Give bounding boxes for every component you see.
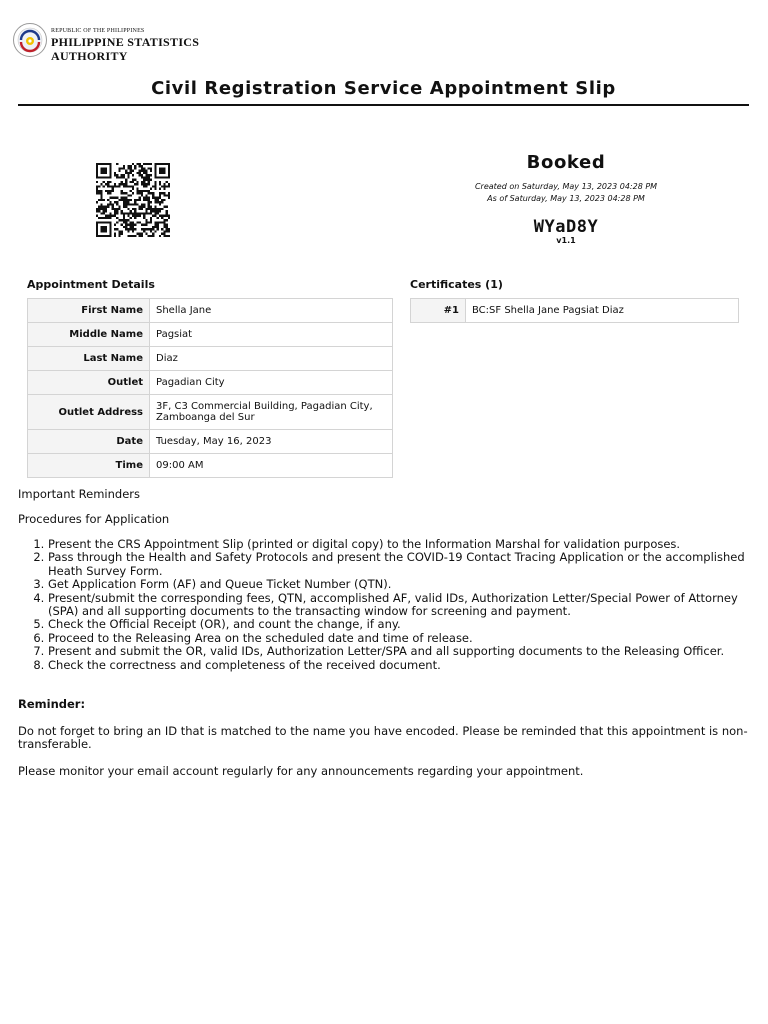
table-row xyxy=(28,347,393,371)
procedures-list xyxy=(18,538,758,672)
table-row xyxy=(28,454,393,478)
list-item: 3. Get Application Form (AF) and Queue Ticket Number (QTN). xyxy=(48,578,758,591)
table-row xyxy=(411,299,739,323)
list-item: 1. Present the CRS Appointment Slip (printed or digital copy) to the Information Marshal for validation purposes. xyxy=(48,538,758,551)
row-label: Outlet Address xyxy=(28,395,150,430)
certificates-heading: Certificates (1) xyxy=(410,278,503,291)
table-row xyxy=(28,371,393,395)
logo-agency-text: PHILIPPINE STATISTICS AUTHORITY xyxy=(51,35,200,63)
title-divider xyxy=(18,104,749,106)
certificate-value: BC:SF Shella Jane Pagsiat Diaz xyxy=(466,299,739,323)
list-item: 6. Proceed to the Releasing Area on the scheduled date and time of release. xyxy=(48,632,758,645)
table-row xyxy=(28,430,393,454)
agency-name xyxy=(51,27,222,63)
row-label: Middle Name xyxy=(28,323,150,347)
row-value: Pagadian City xyxy=(150,371,393,395)
row-label: Time xyxy=(28,454,150,478)
table-row xyxy=(28,323,393,347)
row-label: Last Name xyxy=(28,347,150,371)
booking-status-block xyxy=(430,152,702,245)
psa-seal-icon xyxy=(12,18,48,62)
reference-code: WYaD8Y xyxy=(533,217,599,237)
procedures-heading: Procedures for Application xyxy=(18,512,170,526)
as-of-timestamp: As of Saturday, May 13, 2023 04:28 PM xyxy=(487,194,645,203)
list-item: 4. Present/submit the corresponding fees, QTN, accomplished AF, valid IDs, Authorization Letter/Special Power of Attorney (SPA) and all supporting documents to the transacting window for screening and payment. xyxy=(48,592,758,619)
list-item: 5. Check the Official Receipt (OR), and count the change, if any. xyxy=(48,618,758,631)
reminder-text: Do not forget to bring an ID that is matched to the name you have encoded. Please be reminded that this appointment is non-transferable. xyxy=(18,724,748,752)
list-item: 7. Present and submit the OR, valid IDs, Authorization Letter/SPA and all supporting documents to the Releasing Officer. xyxy=(48,645,758,658)
reminder-heading: Reminder: xyxy=(18,697,86,711)
appointment-details-heading: Appointment Details xyxy=(27,278,155,291)
table-row xyxy=(28,395,393,430)
row-label: Date xyxy=(28,430,150,454)
status-label: Booked xyxy=(526,152,606,173)
row-value: Tuesday, May 16, 2023 xyxy=(150,430,393,454)
version-label: v1.1 xyxy=(556,236,576,245)
row-value: 09:00 AM xyxy=(150,454,393,478)
qr-code xyxy=(95,163,171,237)
certificate-number: #1 xyxy=(411,299,466,323)
appointment-details-table xyxy=(27,298,393,478)
table-row xyxy=(28,299,393,323)
row-label: Outlet xyxy=(28,371,150,395)
list-item: 2. Pass through the Health and Safety Protocols and present the COVID-19 Contact Tracing Application or the accomplished Heath Survey Form. xyxy=(48,551,758,578)
row-value: Shella Jane xyxy=(150,299,393,323)
row-value: Diaz xyxy=(150,347,393,371)
list-item: 8. Check the correctness and completeness of the received document. xyxy=(48,659,758,672)
email-notice: Please monitor your email account regularly for any announcements regarding your appointment. xyxy=(18,764,584,778)
created-timestamp: Created on Saturday, May 13, 2023 04:28 PM xyxy=(474,182,658,191)
row-label: First Name xyxy=(28,299,150,323)
row-value: Pagsiat xyxy=(150,323,393,347)
row-value: 3F, C3 Commercial Building, Pagadian City, Zamboanga del Sur xyxy=(150,395,393,430)
important-reminders-heading: Important Reminders xyxy=(18,487,140,501)
page-title: Civil Registration Service Appointment Slip xyxy=(151,78,616,99)
certificates-table xyxy=(410,298,739,323)
psa-logo xyxy=(12,18,222,62)
logo-republic-text: REPUBLIC OF THE PHILIPPINES xyxy=(51,28,145,34)
